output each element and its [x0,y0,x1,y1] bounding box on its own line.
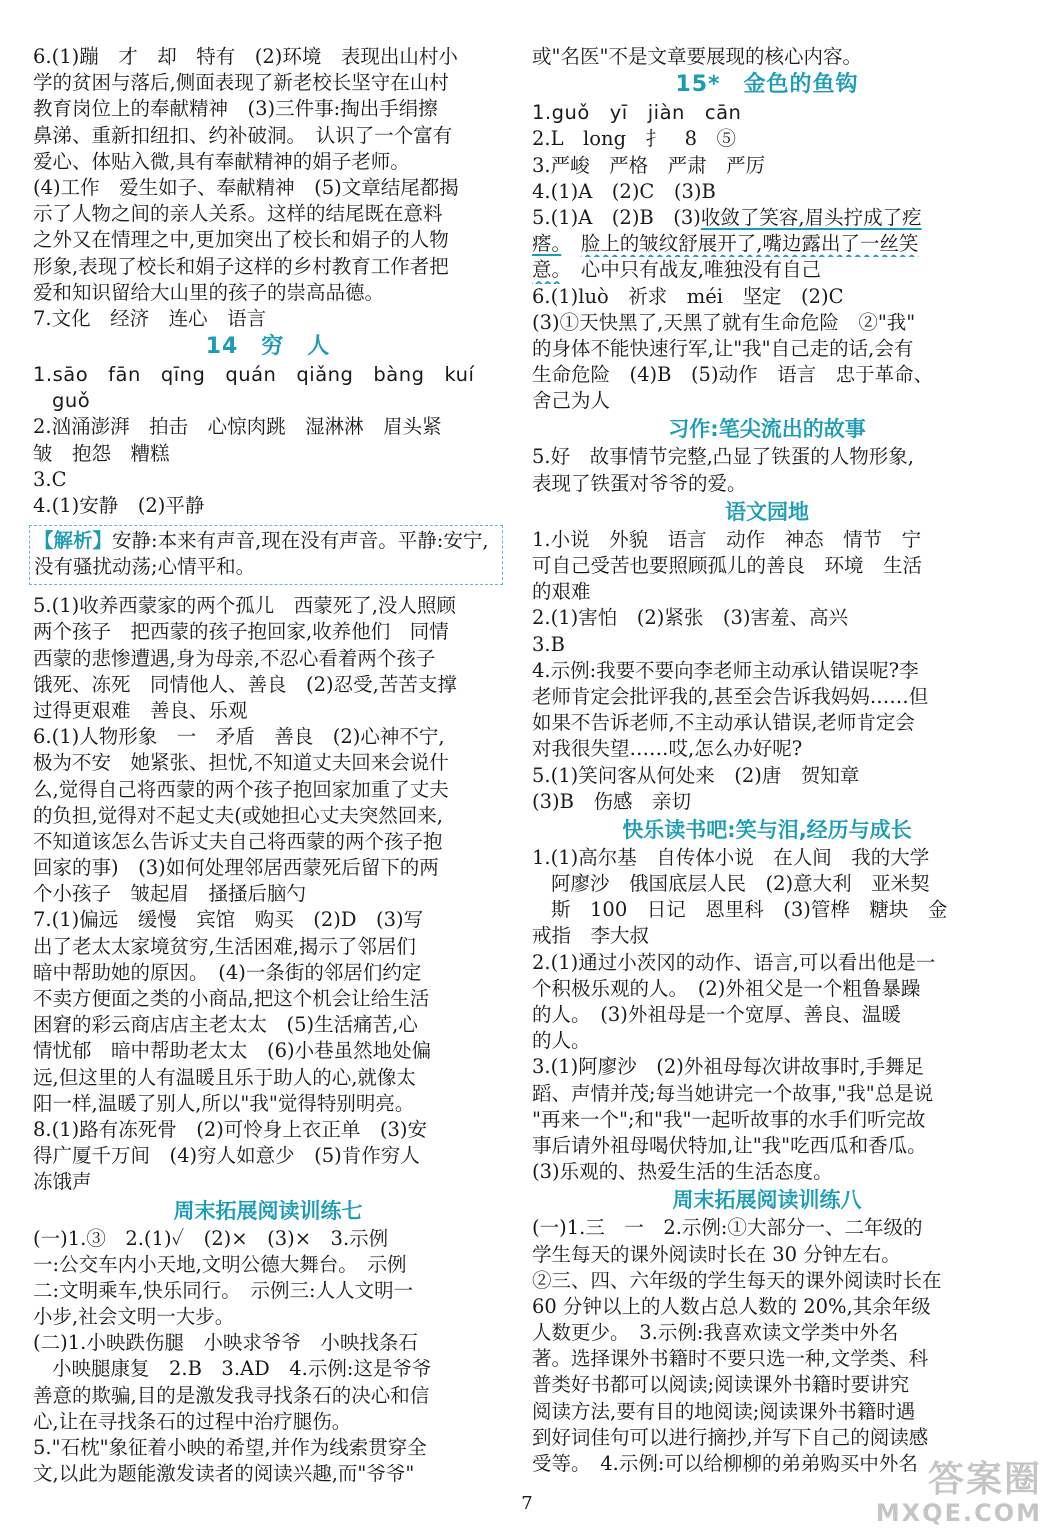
answer-line: 4.(1)A (2)C (3)B [532,179,716,203]
answer-line: 6.(1)人物形象 一 矛盾 善良 (2)心神不宁, [33,725,445,749]
answer-line: 舍己为人 [532,389,611,413]
answer-line: 的负担,觉得对不起丈夫(或她担心丈夫突然回来, [33,803,444,827]
answer-line: 老师肯定会批评我的,甚至会告诉我妈妈……但 [532,684,929,708]
answer-line: 或"名医"不是文章要展现的核心内容。 [532,45,862,68]
answer-line [532,257,1002,283]
answer-line: "再来一个";和"我"一起听故事的水手们听完故 [532,1107,926,1131]
answer-line: 皱 抱怨 糟糕 [33,441,170,465]
answer-line: 3.严峻 严格 严肃 严厉 [532,153,766,177]
answer-line: 2.(1)通过小茨冈的动作、语言,可以看出他是一 [532,950,936,974]
answer-line: 回家的事) (3)如何处理邻居西蒙死后留下的两 [33,856,439,880]
answer-line: 不知道该怎么告诉丈夫自己将西蒙的两个孩子抱 [33,829,443,853]
answer-line: 情忧郁 暗中帮助老太太 (6)小巷虽然地处偏 [33,1039,432,1063]
answer-line: 之外又在情理之中,更加突出了校长和娟子的人物 [33,228,449,252]
answer-line: 表现了铁蛋对爷爷的爱。 [532,471,747,495]
answer-line: 7.文化 经济 连心 语言 [33,306,267,330]
answer-line: (4)工作 爱生如子、奉献精神 (5)文章结尾都揭 [33,175,459,199]
answer-line: 戒指 李大叔 [532,924,650,948]
answer-line: 教育岗位上的奉献精神 (3)三件事:掏出手绢擦 [33,97,438,121]
section-heading-writing: 习作:笔尖流出的故事 [668,417,866,442]
pinyin-line: 1.guǒ yī jiàn cān [532,101,742,125]
answer-line: 小步,社会文明一大步。 [33,1305,235,1329]
answer-line: 阿廖沙 俄国底层人民 (2)意大利 亚米契 [551,872,930,896]
answer-line: 学生每天的课外阅读时长在 30 分钟左右。 [532,1242,901,1266]
answer-line: 生命危险 (4)B (5)动作 语言 忠于革命、 [532,363,934,387]
answer-line: 5."石枕"象征着小映的希望,并作为线索贯穿全 [33,1436,427,1459]
answer-line: 善意的欺骗,目的是激发我寻找条石的决心和信 [33,1383,430,1407]
answer-line: 8.(1)路有冻死骨 (2)可怜身上衣正单 (3)安 [33,1117,427,1141]
pinyin-line: 1.sāo fān qīng quán qiǎng bàng kuí [33,363,475,387]
answer-line: 3.C [33,467,67,491]
answer-line: 蹈、声情并茂;每当她讲完一个故事,"我"总是说 [532,1081,934,1105]
answer-line: 饿死、冻死 同情他人、善良 (2)忍受,苦苦支撑 [33,672,457,696]
answer-line: 60 分钟以上的人数占总人数的 20%,其余年级 [532,1294,931,1318]
answer-line: 个小孩子 皱起眉 搔搔后脑勺 [33,882,307,906]
lesson-heading-14: 14 穷 人 [205,334,331,360]
answer-line: 5.(1)收养西蒙家的两个孤儿 西蒙死了,没人照顾 [33,594,456,618]
answer-line: 二:文明乘车,快乐同行。 示例三:人人文明一 [33,1278,414,1302]
answer-line: 2.汹涌澎湃 拍击 心惊肉跳 湿淋淋 眉头紧 [33,415,442,439]
page-number: 7 [521,1493,533,1514]
answer-line: 暗中帮助她的原因。 (4)一条街的邻居们约定 [33,960,422,984]
answer-line: 两个孩子 把西蒙的孩子抱回家,收养他们 同情 [33,620,449,644]
answer-line: 困窘的彩云商店店主老太太 (5)生活痛苦,心 [33,1013,418,1037]
answer-line: 4.示例:我要不要向李老师主动承认错误呢?李 [532,658,919,682]
answer-line: 著。选择课外书籍时不要只选一种,文学类、科 [532,1347,929,1371]
wavy-underlined-sentence: 意。 [532,258,562,282]
answer-line: 形象,表现了校长和娟子这样的乡村教育工作者把 [33,254,449,278]
answer-line: 极为不安 她紧张、担忧,不知道丈夫回来会说什 [33,751,449,775]
answer-line: 一:公交车内小天地,文明公德大舞台。 示例 [33,1252,407,1276]
answer-line: 示了人物之间的亲人关系。这样的结尾既在意料 [33,202,443,226]
answer-line: (3)①天快黑了,天黑了就有生命危险 ②"我" [532,310,916,334]
underlined-sentence: 瘩。 [532,232,562,256]
answer-line: 心,让在寻找条石的过程中治疗腿伤。 [33,1409,352,1433]
answer-line: 受等。 4.示例:可以给柳柳的弟弟购买中外名 [532,1452,918,1475]
answer-line: ②三、四、六年级的学生每天的课外阅读时长在 [532,1268,942,1292]
answer-line: 对我很失望……哎,怎么办好呢? [532,737,803,761]
answer-line: 人数更少。 3.示例:我喜欢读文学类中外名 [532,1321,899,1345]
answer-line: 爱心、体贴入微,具有奉献精神的娟子老师。 [33,149,410,173]
answer-line [532,205,1002,231]
answer-line: 如果不告诉老师,不主动承认错误,老师肯定会 [532,711,915,735]
answer-line: 5.好 故事情节完整,凸显了铁蛋的人物形象, [532,445,915,469]
section-heading-garden: 语文园地 [725,499,809,524]
answer-line: 个积极乐观的人。 (2)外祖父是一个粗鲁暴躁 [532,976,921,1000]
answer-line: 的人。 (3)外祖母是一个宽厚、善良、温暖 [532,1003,901,1026]
answer-line: 鼻涕、重新扣纽扣、约补破洞。 认识了一个富有 [33,123,453,147]
answer-line: (3)B 伤感 亲切 [532,789,691,813]
answer-text: 心中只有战友,唯独没有自己 [580,258,821,282]
watermark-top: 答案圈 [927,1459,1042,1500]
answer-line: 么,觉得自己将西蒙的两个孩子抱回家加重了丈夫 [33,777,449,801]
watermark-bottom: MXQE.COM [875,1499,1042,1527]
answer-line: 阅读方法,要有目的地阅读;阅读课外书籍时遇 [532,1399,916,1423]
watermark-logo [862,1460,1042,1530]
answer-line: 2.L long 扌 8 ⑤ [532,127,736,151]
answer-line: 的身体不能快速行军,让"我"自己走的话,会有 [532,336,914,360]
analysis-tag: 【解析】 [34,529,113,553]
answer-line: 可自己受苦也要照顾孤儿的善良 环境 生活 [532,554,923,577]
right-column [532,44,1002,1477]
underlined-sentence: 收敛了笑容,眉头拧成了疙 [700,205,922,229]
answer-line: 普类好书都可以阅读;阅读课外书籍时要讲究 [532,1373,910,1397]
answer-line: 1.小说 外貌 语言 动作 神态 情节 宁 [532,527,922,551]
answer-line: 事后请外祖母喝伏特加,让"我"吃西瓜和香瓜。 [532,1133,927,1157]
answer-line: 阳一样,温暖了别人,所以"我"觉得特别明亮。 [33,1091,415,1115]
pinyin-line: guǒ [52,389,91,413]
section-heading-reading: 快乐读书吧:笑与泪,经历与成长 [622,817,912,842]
answer-line: 1.(1)高尔基 自传体小说 在人间 我的大学 [532,845,930,869]
answer-line: 学的贫困与落后,侧面表现了新老校长坚守在山村 [33,71,449,95]
analysis-text: 安静:本来有声音,现在没有声音。平静:安宁,没有骚扰动荡;心情平和。 [34,529,489,579]
answer-line: 文,以此为题能激发读者的阅读兴趣,而"爷爷" [33,1462,415,1486]
left-column [33,44,503,1487]
answer-line: 不卖方便面之类的小商品,把这个机会让给生活 [33,987,430,1010]
answer-line: (3)乐观的、热爱生活的生活态度。 [532,1160,833,1184]
answer-line: 7.(1)偏远 缓慢 宾馆 购买 (2)D (3)写 [33,908,424,932]
answer-line: 2.(1)害怕 (2)紧张 (3)害羞、高兴 [532,606,848,630]
answer-line: 爱和知识留给大山里的孩子的崇高品德。 [33,280,385,304]
answer-line: (一)1.三 一 2.示例:①大部分一、二年级的 [532,1216,923,1240]
answer-line [532,231,1002,257]
answer-line: 过得更艰难 善良、乐观 [33,698,248,722]
answer-line: 的人。 [532,1029,591,1053]
answer-line: 西蒙的悲惨遭遇,身为母亲,不忍心看着两个孩子 [33,646,436,670]
answer-line: 得广厦千万间 (4)穷人如意少 (5)肯作穷人 [33,1144,420,1168]
answer-line: 出了老太太家境贫穷,生活困难,揭示了邻居们 [33,934,416,958]
answer-line: 5.(1)笑问客从何处来 (2)唐 贺知章 [532,763,860,787]
analysis-box [29,525,503,585]
answer-line: (一)1.③ 2.(1)✓ (2)× (3)× 3.示例 [33,1226,389,1250]
wavy-underlined-sentence: 脸上的皱纹舒展开了,嘴边露出了一丝笑 [580,232,919,256]
answer-line: 6.(1)蹦 才 却 特有 (2)环境 表现出山村小 [33,45,458,68]
section-heading-week8: 周末拓展阅读训练八 [672,1188,862,1213]
answer-line: 冻饿声 [33,1170,92,1194]
answer-line: (二)1.小映跌伤腿 小映求爷爷 小映找条石 [33,1331,418,1355]
lesson-heading-15: 15* 金色的鱼钩 [675,72,859,98]
answer-text: 5.(1)A (2)B (3) [532,205,701,229]
answer-line: 斯 100 日记 恩里科 (3)管桦 糖块 金 [551,898,948,922]
answer-line: 远,但这里的人有温暖且乐于助人的心,就像太 [33,1065,416,1089]
answer-line: 的艰难 [532,580,591,604]
answer-line: 小映腿康复 2.B 3.AD 4.示例:这是爷爷 [52,1357,432,1381]
answer-line: 4.(1)安静 (2)平静 [33,494,205,517]
answer-line: 6.(1)luò 祈求 méi 坚定 (2)C [532,284,844,308]
answer-line: 3.(1)阿廖沙 (2)外祖母每次讲故事时,手舞足 [532,1055,925,1079]
answer-line: 到好词佳句可以进行摘抄,并写下自己的阅读感 [532,1425,929,1449]
section-heading-week7: 周末拓展阅读训练七 [173,1198,363,1223]
answer-line: 3.B [532,632,565,656]
